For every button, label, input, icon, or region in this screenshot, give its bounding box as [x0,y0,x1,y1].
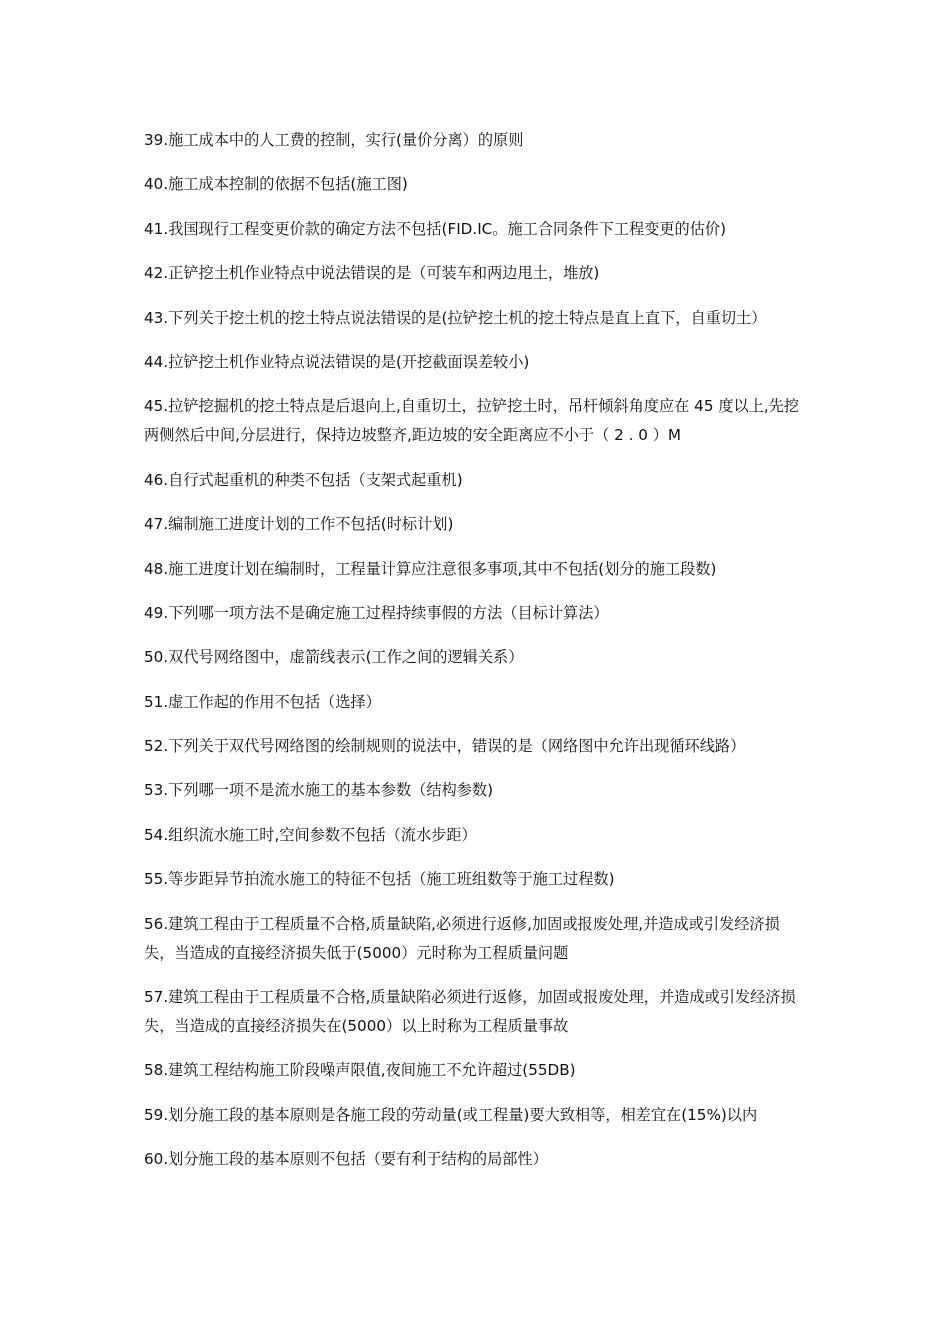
question-43: 43.下列关于挖土机的挖土特点说法错误的是(拉铲挖土机的挖土特点是直上直下，自重切土） [144,308,767,327]
question-56: 56.建筑工程由于工程质量不合格,质量缺陷,必须进行返修,加固或报废处理,并造成或引发经济损失，当造成的直接经济损失低于(5000）元时称为工程质量问题 [144,914,780,962]
question-49: 49.下列哪一项方法不是确定施工过程持续事假的方法（目标计算法） [144,603,609,622]
question-51: 51.虚工作起的作用不包括（选择） [144,692,381,711]
question-46: 46.自行式起重机的种类不包括（支架式起重机) [144,470,463,489]
question-52: 52.下列关于双代号网络图的绘制规则的说法中，错误的是（网络图中允许出现循环线路） [144,737,746,756]
question-39: 39.施工成本中的人工费的控制，实行(量价分离）的原则 [144,131,524,149]
question-50: 50.双代号网络图中，虚箭线表示(工作之间的逻辑关系） [144,648,524,667]
document-body [144,126,810,1190]
question-55: 55.等步距异节拍流水施工的特征不包括（施工班组数等于施工过程数) [144,870,615,889]
question-60: 60.划分施工段的基本原则不包括（要有利于结构的局部性） [144,1150,548,1169]
question-57: 57.建筑工程由于工程质量不合格,质量缺陷必须进行返修，加固或报废处理，并造成或引发经济损失，当造成的直接经济损失在(5000）以上时称为工程质量事故 [144,988,796,1036]
question-59: 59.划分施工段的基本原则是各施工段的劳动量(或工程量)要大致相等，相差宜在(15%)以内 [144,1105,758,1124]
question-40: 40.施工成本控制的依据不包括(施工图) [144,175,408,194]
question-41: 41.我国现行工程变更价款的确定方法不包括(FID.IC。施工合同条件下工程变更的估价) [144,219,727,238]
question-53: 53.下列哪一项不是流水施工的基本参数（结构参数) [144,781,494,800]
question-47: 47.编制施工进度计划的工作不包括(时标计划) [144,515,454,534]
question-44: 44.拉铲挖土机作业特点说法错误的是(开挖截面误差较小) [144,352,530,371]
question-45: 45.拉铲挖掘机的挖土特点是后退向上,自重切土，拉铲挖土时，吊杆倾斜角度应在 45 度以上,先挖两侧然后中间,分层进行，保持边坡整齐,距边坡的安全距离应不小于（ 2 . 0 ）M [144,397,800,445]
question-54: 54.组织流水施工时,空间参数不包括（流水步距） [144,825,477,844]
question-48: 48.施工进度计划在编制时，工程量计算应注意很多事项,其中不包括(划分的施工段数) [144,559,717,578]
question-58: 58.建筑工程结构施工阶段噪声限值,夜间施工不允许超过(55DB) [144,1061,576,1080]
question-42: 42.正铲挖土机作业特点中说法错误的是（可装车和两边甩土，堆放) [144,264,600,283]
